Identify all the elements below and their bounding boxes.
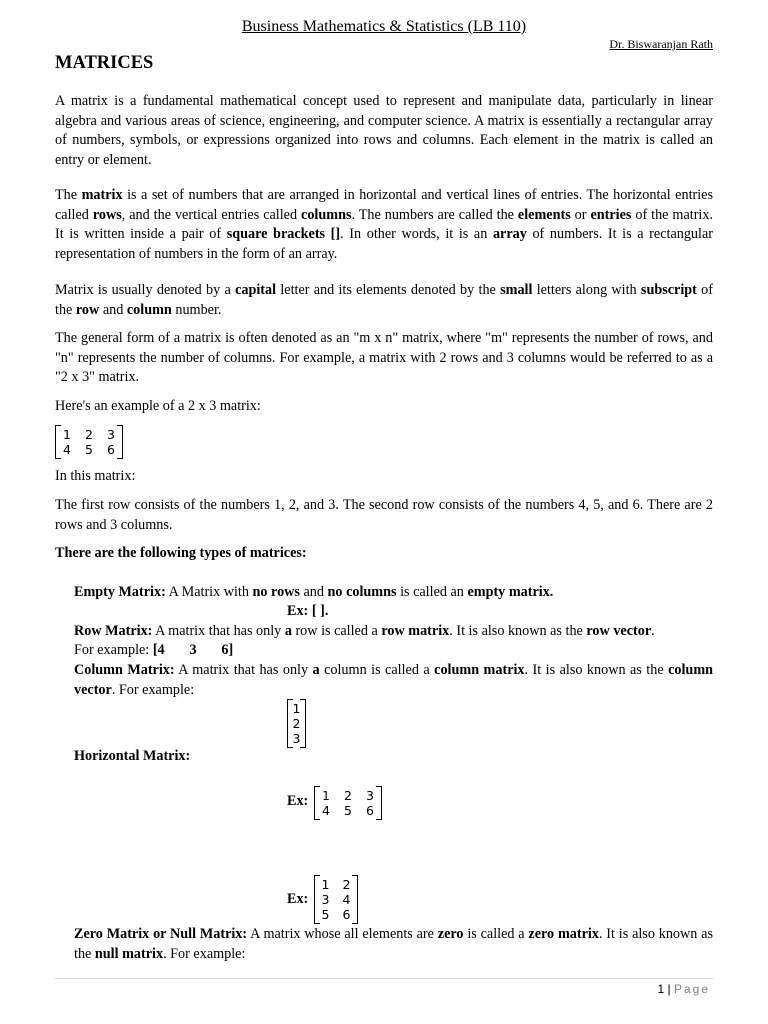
in-this-matrix: In this matrix: bbox=[55, 468, 136, 484]
matrix-cell: 2 bbox=[85, 427, 93, 442]
matrix-cell: 3 bbox=[292, 731, 301, 746]
matrix-cell: 3 bbox=[107, 427, 115, 442]
page-label: Page bbox=[673, 982, 710, 996]
example-intro: Here's an example of a 2 x 3 matrix: bbox=[55, 398, 261, 414]
matrix-cell: 3 bbox=[321, 892, 330, 907]
footer-divider bbox=[55, 978, 713, 979]
rows-explanation: The first row consists of the numbers 1, 2, and 3. The second row consists of the numbers 4, 5, and 6. There are 2 rows and 3 columns. bbox=[55, 497, 713, 533]
matrix-cell: 1 bbox=[292, 701, 301, 716]
page-footer bbox=[657, 982, 710, 996]
course-title: Business Mathematics & Statistics (LB 110) bbox=[241, 18, 527, 35]
matrix-cell: 1 bbox=[63, 427, 71, 442]
matrix-cell: 2 bbox=[292, 716, 301, 731]
matrix-cell: 6 bbox=[107, 442, 115, 457]
vertical-ex-label: Ex: bbox=[287, 891, 309, 907]
notation-paragraph: Matrix is usually denoted by a capital letter and its elements denoted by the small letters along with subscript of the row and column number. bbox=[55, 282, 713, 318]
horizontal-ex-label: Ex: bbox=[287, 793, 309, 809]
matrix-cell: 4 bbox=[322, 803, 330, 818]
zero-matrix-definition: Zero Matrix or Null Matrix: A matrix whose all elements are zero is called a zero matrix. It is also known as the null matrix. For example: bbox=[74, 926, 713, 962]
example-matrix bbox=[55, 425, 123, 459]
empty-matrix-example: Ex: [ ]. bbox=[287, 603, 329, 619]
matrix-cell: 2 bbox=[344, 788, 352, 803]
intro-paragraph: A matrix is a fundamental mathematical concept used to represent and manipulate data, particularly in linear algebra and various areas of science, engineering, and computer science. A matrix is essentially a rectangular array of numbers, symbols, or expressions organized into rows and columns. Each element in the matrix is called an entry or element. bbox=[55, 93, 713, 168]
definition-paragraph: The matrix is a set of numbers that are arranged in horizontal and vertical lines of entries. The horizontal entries called rows, and the vertical entries called columns. The numbers are called the elements or entries of the matrix. It is written inside a pair of square brackets []. In other words, it is an array of numbers. It is a rectangular representation of numbers in the form of an array. bbox=[55, 187, 714, 262]
page-number: 1 bbox=[657, 982, 665, 996]
horizontal-matrix-example bbox=[314, 786, 382, 820]
matrix-cell: 2 bbox=[342, 877, 351, 892]
horizontal-matrix-heading: Horizontal Matrix: bbox=[74, 748, 191, 764]
vertical-matrix-example bbox=[314, 875, 358, 924]
matrix-cell: 5 bbox=[344, 803, 352, 818]
matrix-cell: 5 bbox=[321, 907, 330, 922]
matrix-cell: 4 bbox=[342, 892, 351, 907]
row-matrix-example: For example: [4 3 6] bbox=[74, 642, 234, 658]
matrix-cell: 3 bbox=[366, 788, 374, 803]
page-title: MATRICES bbox=[55, 53, 154, 73]
row-matrix-definition: Row Matrix: A matrix that has only a row is called a row matrix. It is also known as the row vector. bbox=[74, 623, 655, 639]
matrix-cell: 1 bbox=[322, 788, 330, 803]
column-matrix-example bbox=[287, 699, 306, 748]
empty-matrix-definition: Empty Matrix: A Matrix with no rows and no columns is called an empty matrix. bbox=[74, 584, 554, 600]
matrix-cell: 6 bbox=[342, 907, 351, 922]
column-matrix-definition: Column Matrix: A matrix that has only a column is called a column matrix. It is also known as the column vector. For example: bbox=[74, 662, 714, 698]
matrix-cell: 1 bbox=[321, 877, 330, 892]
page-separator: | bbox=[664, 982, 674, 996]
matrix-cell: 5 bbox=[85, 442, 93, 457]
types-heading: There are the following types of matrices: bbox=[55, 545, 307, 561]
matrix-cell: 6 bbox=[366, 803, 374, 818]
matrix-cell: 4 bbox=[63, 442, 71, 457]
author-name: Dr. Biswaranjan Rath bbox=[609, 37, 713, 51]
general-form-paragraph: The general form of a matrix is often denoted as an "m x n" matrix, where "m" represents the number of rows, and "n" represents the number of columns. For example, a matrix with 2 rows and 3 columns would be referred to as a "2 x 3" matrix. bbox=[55, 330, 713, 385]
